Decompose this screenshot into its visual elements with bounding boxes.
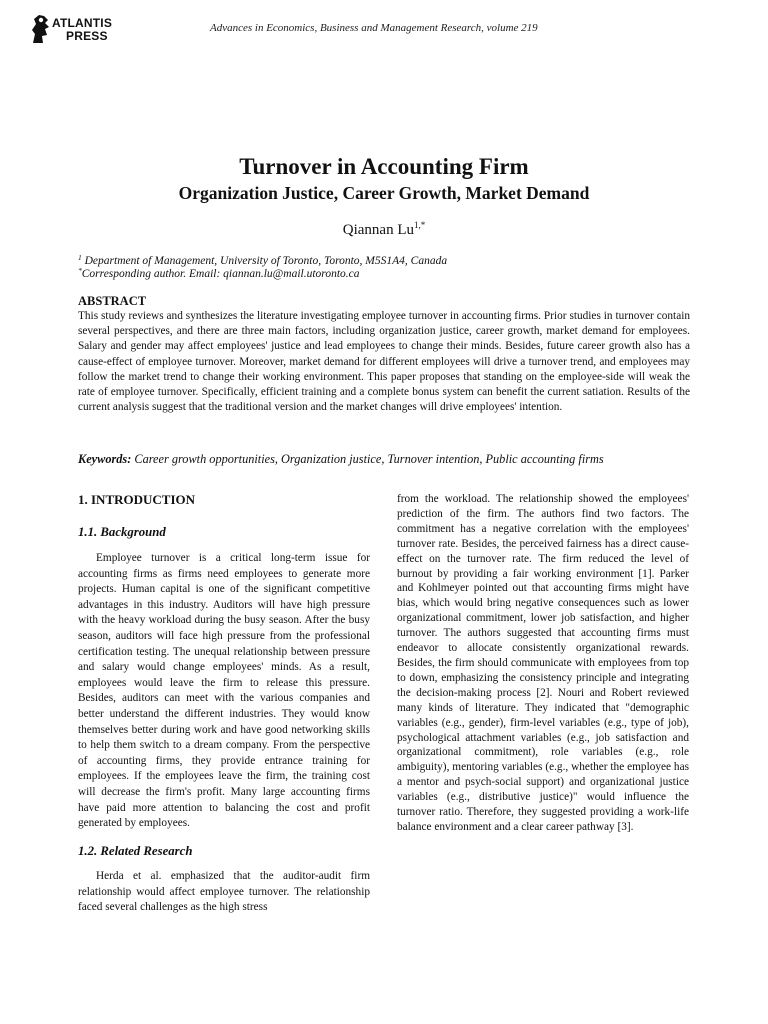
running-header: Advances in Economics, Business and Management Research, volume 219 xyxy=(210,22,538,34)
corresponding-line xyxy=(78,264,698,281)
affiliation-text: Department of Management, University of Toronto, Toronto, M5S1A4, Canada xyxy=(84,255,448,267)
corresponding-mark: * xyxy=(78,266,82,275)
author-marks: 1,* xyxy=(413,220,426,230)
related-research-paragraph: Herda et al. emphasized that the auditor-audit firm relationship would affect employee turnover. The relationship faced several challenges as the high stress xyxy=(78,870,370,914)
author-name: Qiannan Lu xyxy=(342,222,414,238)
subsection-heading-related-research: 1.2. Related Research xyxy=(78,844,193,858)
background-paragraph: Employee turnover is a critical long-term issue for accounting firms as firms need employees to generate more projects. Human capital is one of the significant competitive advantages in this industry. Auditors will have high pressure with the heavy workload during the busy season. After the busy season, auditors will face high pressure from the professional certification testing. The unequal relationship between pressure and salary would change employees' minds. As a result, employees would leave the firm to release this pressure. Besides, auditors can meet with the various companies and better understand the different industries. They would know themselves better during work and have good networking skills to help them switch to a dream company. From the perspective of accounting firms, they provide entrance training for employees. If the employees leave the firm, the training cost will decrease the firm's profit. Many large accounting firms have paid more attention to balancing the cost and profit generated by employees. xyxy=(78,552,370,830)
keywords-text: Career growth opportunities, Organization justice, Turnover intention, Public accounting firms xyxy=(134,452,604,466)
abstract-body: This study reviews and synthesizes the literature investigating employee turnover in accounting firms. Prior studies in turnover contain several perspectives, and there are three main factors, including organization justice, career growth, market demand for employees. Salary and gender may affect employees' justice and lead employees to change their minds. Besides, future career growth also has a cause-effect of employee turnover. Moreover, market demand for different employees will drive a turnover trend, and employees may follow the market trend to change their working environment. This paper proposes that standing on the employee-side will weak the rate of employee turnover. Specifically, efficient training and a complete bonus system can benefit the current satiation. Results of the current analysis suggest that the traditional version and the market changes will drive employees' intention. xyxy=(78,310,690,414)
publisher-logo xyxy=(30,14,130,46)
author-line xyxy=(0,215,768,240)
section-heading-introduction: 1. INTRODUCTION xyxy=(78,492,196,507)
logo-text-atlantis: ATLANTIS xyxy=(52,16,113,30)
affiliation-mark: 1 xyxy=(78,253,82,262)
logo-text-press: PRESS xyxy=(66,29,108,43)
keywords-line xyxy=(78,451,718,467)
column-two-paragraph: from the workload. The relationship showed the employees' prediction of the firm. The authors find two factors. The commitment has a negative correlation with the employees' turnover rate. Besides, the perceived fairness has a direct cause-effect on the turnover rate. The firm reduced the level of burnout by providing a fair working environment [1]. Parker and Kohlmeyer pointed out that accounting firms might have bias, which would bring negative consequences such as lower organizational commitment, lower job satisfaction, and higher turnover. The authors suggested that accounting firms must endeavor to allocate consistently organizational rewards. Besides, the firm should communicate with employees from top to down, emphasizing the consistency principle and integrating the decision-making process [2]. Nouri and Robert reviewed many kinds of literature. They indicated that "demographic variables (e.g., gender), firm-level variables (e.g., type of job), psychological attachment variables (e.g., job satisfaction and organizational commitment), role variables (e.g., role ambiguity), mentoring variables (e.g., whether the employee has a mentor and psych-social support) and organizational justice variables (e.g., distributive justice)" would influence the turnover ratio. Therefore, they suggested providing a work-life balance environment and a clear career pathway [3]. xyxy=(397,493,689,833)
corresponding-text: Corresponding author. Email: qiannan.lu@mail.utoronto.ca xyxy=(81,268,360,280)
paper-title: Turnover in Accounting Firm xyxy=(239,154,529,179)
paper-subtitle: Organization Justice, Career Growth, Market Demand xyxy=(178,183,590,203)
subsection-heading-background: 1.1. Background xyxy=(78,525,166,539)
keywords-label: Keywords: xyxy=(78,452,132,466)
abstract-heading: ABSTRACT xyxy=(78,294,147,308)
atlantis-figure-icon xyxy=(30,14,52,44)
